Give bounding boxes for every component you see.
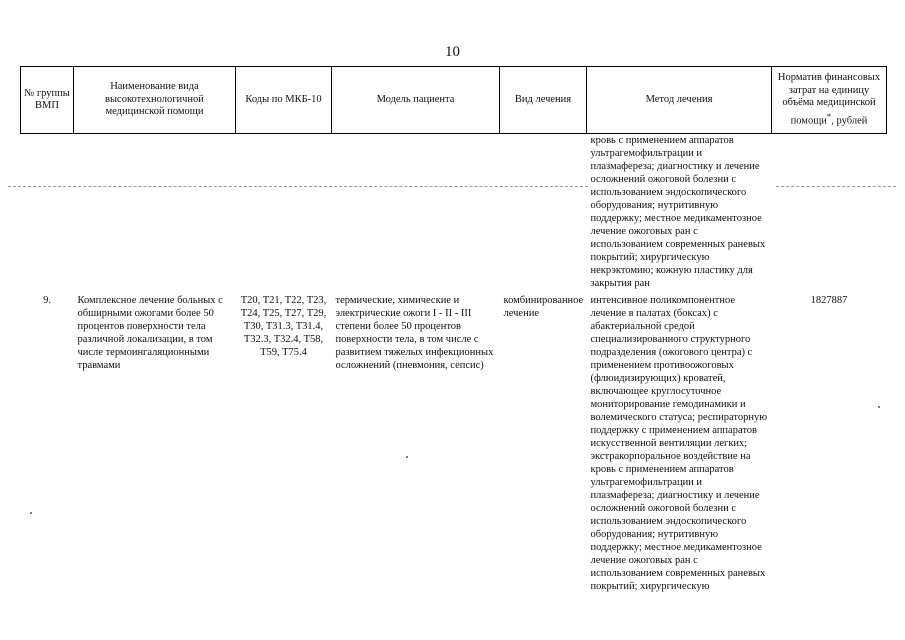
scan-artifact-line (776, 186, 896, 188)
table-row-continuation (21, 134, 887, 295)
header-codes: Коды по МКБ-10 (236, 67, 332, 134)
cell-treatment-type: комбинированное лечение (503, 295, 584, 319)
scan-artifact-line (8, 186, 588, 188)
cell-normative: 1827887 (810, 295, 848, 306)
header-normative-text: Норматив финансовых затрат на единицу объёма медицинской помощи (777, 72, 881, 127)
header-method: Метод лечения (587, 67, 772, 134)
header-model: Модель пациента (332, 67, 500, 134)
header-name: Наименование вида высокотехнологичной медицинской помощи (74, 67, 236, 134)
vmp-table (20, 66, 887, 593)
header-normative-footnote-mark: * (826, 110, 832, 121)
scan-artifact-dot (30, 512, 32, 514)
cell-model: термические, химические и электрические ожоги I - II - III степени более 50 процентов поверхности тела, в том числе с развитием тяжелых инфекционных осложнений (пневмония, сепсис) (335, 295, 494, 371)
scan-artifact-dot (406, 456, 408, 458)
table-row (21, 294, 887, 593)
header-treatment-type: Вид лечения (500, 67, 587, 134)
table-header-row (21, 67, 887, 134)
cell-codes: T20, T21, T22, T23, T24, T25, T27, T29, T30, T31.3, T31.4, T32.3, T32.4, T58, T59, T75.4 (240, 295, 327, 358)
cell-method: интенсивное поликомпонентное лечение в палатах (боксах) с абактериальной средой специализированного структурного подразделения (ожогового центра) с применением противоожоговых (флюидизирующих) кроватей, включающее круглосуточное мониторирование гемодинамики и волемического статуса; респираторную поддержку с применением аппаратов искусственной вентиляции легких; экстракорпоральное воздействие на кровь с применением аппаратов ультрагемофильтрации и плазмафереза; диагностику и лечение осложнений ожоговой болезни с использованием эндоскопического оборудования; нутритивную поддержку; местное медикаментозное лечение ожоговых ран с использованием современных раневых покрытий; хирургическую (590, 295, 768, 592)
header-group: № группы ВМП (21, 67, 74, 134)
header-normative-unit: , рублей (831, 115, 868, 127)
page-number: 10 (445, 44, 460, 60)
header-normative (772, 67, 887, 134)
cell-group: 9. (43, 295, 51, 306)
cell-name: Комплексное лечение больных с обширными ожогами более 50 процентов поверхности тела различной локализации, в том числе термоингаляционными травмами (77, 295, 223, 371)
cell-method: кровь с применением аппаратов ультрагемофильтрации и плазмафереза; диагностику и лечение осложнений ожоговой болезни с использованием эндоскопического оборудования; нутритивную поддержку; местное медикаментозное лечение ожоговых ран с использованием современных раневых покрытий; хирургическую некрэктомию; кожную пластику для закрытия ран (590, 135, 766, 289)
scan-artifact-dot (878, 406, 880, 408)
